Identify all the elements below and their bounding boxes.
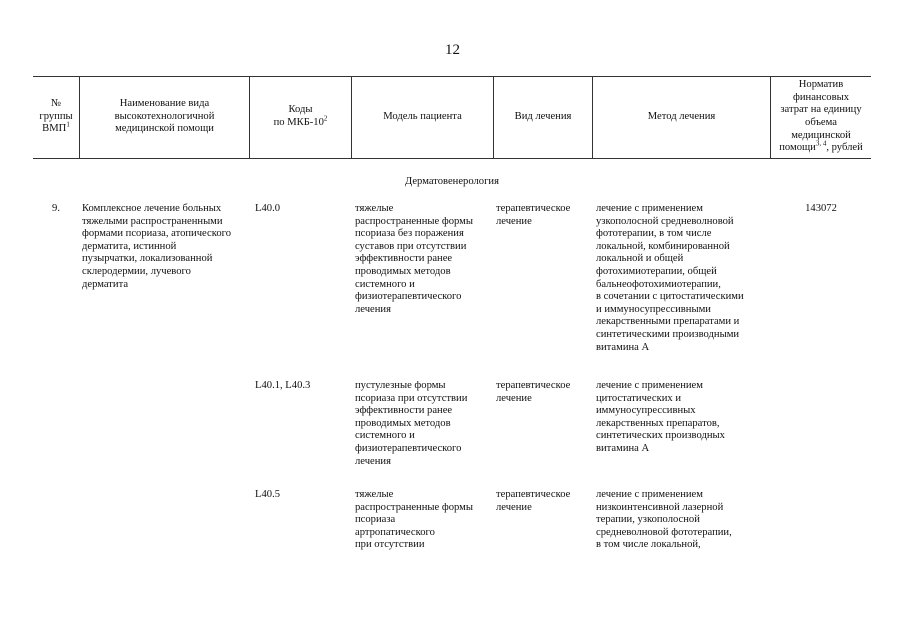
group-number: 9. bbox=[52, 203, 60, 214]
header-care-name: Наименование вида высокотехнологичной медицинской помощи bbox=[114, 98, 215, 135]
icd-code: L40.5 bbox=[255, 489, 281, 500]
treatment-method: лечение с применением цитостатических и иммуносупрессивных лекарственных препаратов, синтетических производных витамина А bbox=[596, 380, 725, 454]
section-title: Дерматовенерология bbox=[405, 176, 499, 187]
treatment-type: терапевтическое лечение bbox=[496, 380, 571, 404]
group-cost-norm: 143072 bbox=[805, 203, 837, 214]
group-name: Комплексное лечение больных тяжелыми распространенными формами псориаза, атопического дерматита, истинной пузырчатки, локализованной склеродермии, лучевого дерматита bbox=[82, 203, 232, 290]
patient-model: тяжелые распространенные формы псориаза артропатического при отсутствии bbox=[355, 489, 473, 551]
header-cost-norm: Норматив финансовых затрат на единицу объема медицинской помощи$^{3, 4}$, рублей bbox=[779, 79, 863, 154]
patient-model: тяжелые распространенные формы псориаза без поражения суставов при отсутствии эффективности ранее проводимых методов системного и физиотерапевтического лечения bbox=[355, 203, 473, 315]
header-treatment-method: Метод лечения bbox=[647, 110, 716, 122]
header-patient-model: Модель пациента bbox=[383, 110, 462, 122]
table-header-bottom-rule bbox=[33, 158, 871, 159]
treatment-method: лечение с применением низкоинтенсивной лазерной терапии, узкополосной средневолновой фототерапии, в том числе локальной, bbox=[596, 489, 732, 551]
header-treatment-type: Вид лечения bbox=[514, 110, 572, 122]
treatment-type: терапевтическое лечение bbox=[496, 489, 571, 513]
icd-code: L40.1, L40.3 bbox=[255, 380, 311, 391]
icd-code: L40.0 bbox=[255, 203, 281, 214]
patient-model: пустулезные формы псориаза при отсутствии эффективности ранее проводимых методов системного и физиотерапевтического лечения bbox=[355, 380, 468, 467]
header-group-number: № группы ВМП$^1$ bbox=[39, 98, 73, 135]
header-icd-codes: Коды по МКБ-$10^2$ bbox=[273, 104, 328, 128]
page-number: 12 bbox=[445, 42, 460, 58]
treatment-method: лечение с применением узкополосной средневолновой фототерапии, в том числе локальной, комбинированной локальной и общей фотохимиотерапии, общей бальнеофотохимиотерапии, в сочетании с цитостатическими и иммуносупрессивными лекарственными препаратами и синтетическими производными витамина А bbox=[596, 203, 744, 353]
treatment-type: терапевтическое лечение bbox=[496, 203, 571, 227]
